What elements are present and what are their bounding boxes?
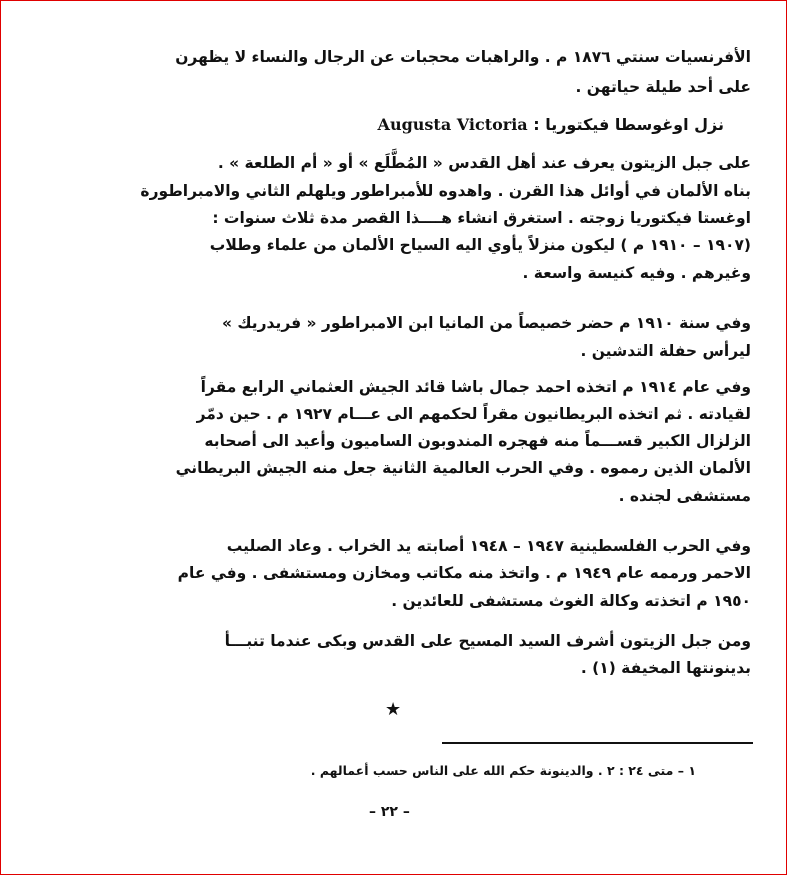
text-line: الأفرنسيات سنتي ١٨٧٦ م . والراهبات محجبات عن الرجال والنساء لا يظهرن [175, 48, 751, 66]
footnote-divider [442, 742, 753, 744]
text-line: بناه الألمان في أوائل هذا القرن . واهدوه للأمبراطور ويلهلم الثاني والامبراطورة [140, 182, 751, 200]
text-line: وغيرهم . وفيه كنيسة واسعة . [522, 264, 751, 282]
heading-latin: Augusta Victoria [377, 115, 528, 134]
text-line: على أحد طيلة حياتهن . [575, 78, 751, 96]
text-line: ومن جبل الزيتون أشرف السيد المسيح على القدس وبكى عندما تنبـــأ [224, 632, 751, 650]
text-line: وفي الحرب الفلسطينية ١٩٤٧ – ١٩٤٨ أصابته يد الخراب . وعاد الصليب [226, 537, 751, 555]
text-line: اوغستا فيكتوريا زوجته . استغرق انشاء هــــذا القصر مدة ثلاث سنوات : [212, 209, 751, 227]
text-line: وفي سنة ١٩١٠ م حضر خصيصاً من المانيا ابن الامبراطور « فريدريك » [221, 314, 751, 332]
heading-arabic: نزل اوغوسطا فيكتوريا : [533, 115, 724, 134]
text-line: (١٩٠٧ – ١٩١٠ م ) ليكون منزلاً يأوي اليه السياح الألمان من علماء وطلاب [209, 236, 751, 254]
text-line: على جبل الزيتون يعرف عند أهل القدس « المُطَّلَع » أو « أم الطلعة » . [217, 154, 751, 172]
text-line: الألمان الذين رمموه . وفي الحرب العالمية الثانية جعل منه الجيش البريطاني [175, 459, 751, 477]
text-line: ليرأس حفلة التدشين . [580, 342, 751, 360]
text-line: وفي عام ١٩١٤ م اتخذه احمد جمال باشا قائد الجيش العثماني الرابع مقراً [200, 378, 751, 396]
footnote: ١ – متى ٢٤ : ٢ . والدينونة حكم الله على الناس حسب أعمالهم . [310, 763, 696, 778]
text-line: ١٩٥٠ م اتخذته وكالة الغوث مستشفى للعائدين . [391, 592, 751, 610]
text-line: مستشفى لجنده . [618, 487, 751, 505]
text-line: الاحمر ورممه عام ١٩٤٩ م . واتخذ منه مكاتب ومخازن ومستشفى . وفي عام [177, 564, 751, 582]
text-line: لقيادته . ثم اتخذه البريطانيون مقراً لحكمهم الى عـــام ١٩٢٧ م . حين دمّر [196, 405, 751, 423]
text-line: بدينونتها المخيفة (١) . [580, 659, 751, 677]
section-heading [378, 115, 724, 134]
star-icon: ★ [385, 699, 402, 720]
text-line: الزلزال الكبير قســـماً منه فهجره المندوبون الساميون وأعيد الى أصحابه [204, 432, 751, 450]
page-number: – ٢٢ – [369, 804, 410, 820]
